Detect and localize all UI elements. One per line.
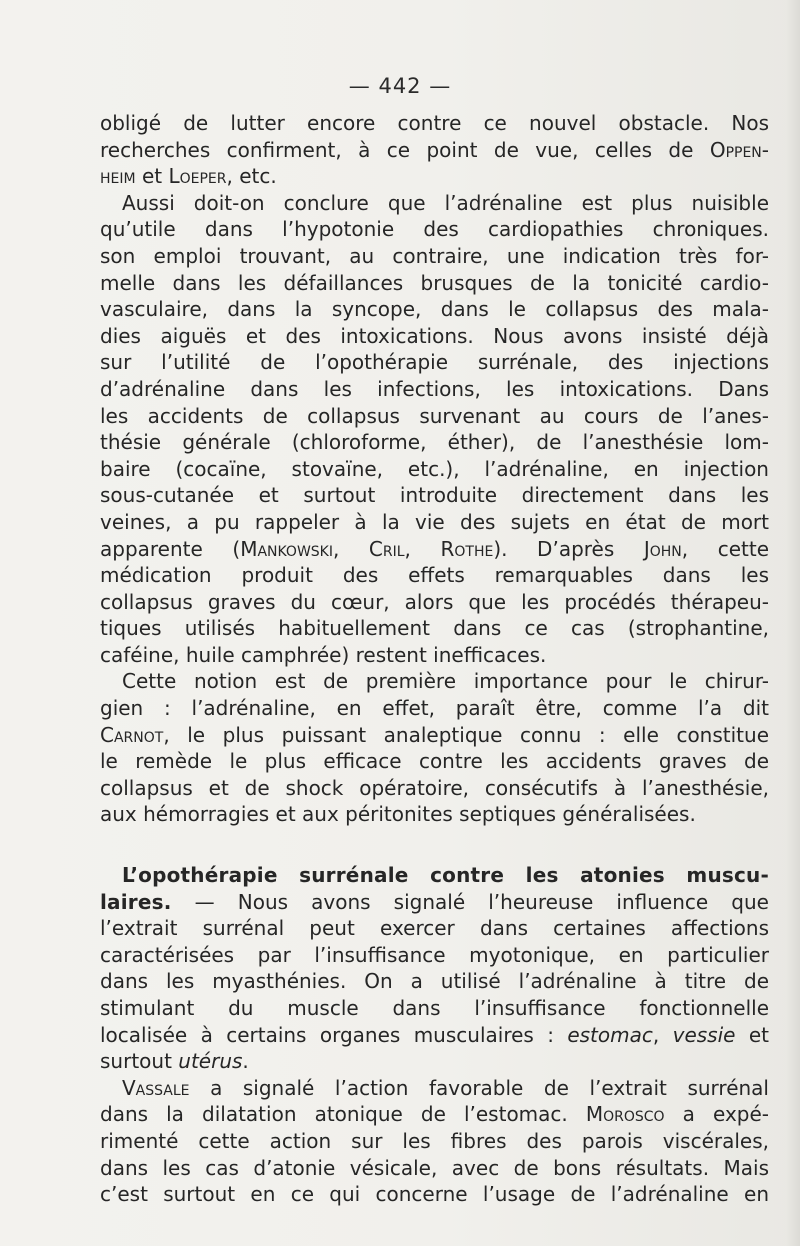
text-line: baire (cocaïne, stovaïne, etc.), l’adrénaline, en injection [100, 456, 769, 481]
text-line: veines, a pu rappeler à la vie des sujets en état de mort [100, 509, 769, 534]
text-line: Cette notion est de première importance pour le chirur- [122, 669, 769, 694]
text-line: qu’utile dans l’hypotonie des cardiopathies chroniques. [100, 217, 769, 242]
text-line: l’extrait surrénal peut exercer dans certaines affections [100, 916, 769, 941]
text-line: Vassale a signalé l’action favorable de l’extrait surrénal [122, 1075, 769, 1100]
text-line: caféine, huile camphrée) restent inefficaces. [100, 642, 547, 667]
text-line: localisée à certains organes musculaires : estomac, vessie et [100, 1022, 769, 1047]
text-line: heim et Loeper, etc. [100, 164, 277, 189]
text-line: collapsus graves du cœur, alors que les procédés thérapeu- [100, 589, 769, 614]
author-name: Loeper [168, 164, 227, 189]
page-number: — 442 — [348, 74, 452, 98]
text-line: dans les myasthénies. On a utilisé l’adrénaline à titre de [100, 969, 769, 994]
section-heading-end: laires. [100, 889, 172, 914]
organ-term: estomac [567, 1022, 653, 1047]
text-line: tiques utilisés habituellement dans ce cas (strophantine, [100, 616, 769, 641]
text-line: dies aiguës et des intoxications. Nous avons insisté déjà [100, 323, 769, 348]
text-line: recherches confirment, à ce point de vue, celles de Oppen- [100, 137, 769, 162]
text-line: Aussi doit-on conclure que l’adrénaline est plus nuisible [122, 190, 769, 215]
text-line: le remède le plus efficace contre les accidents graves de [100, 749, 769, 774]
text-line: son emploi trouvant, au contraire, une indication très for- [100, 243, 769, 268]
author-name: John [643, 536, 682, 561]
text-line: aux hémorragies et aux péritonites septiques généralisées. [100, 802, 696, 827]
author-name: Oppen- [709, 137, 769, 162]
text-line: caractérisées par l’insuffisance myotonique, en particulier [100, 942, 769, 967]
text-line: gien : l’adrénaline, en effet, paraît être, comme l’a dit [100, 696, 769, 721]
section-heading: L’opothérapie surrénale contre les atonies muscu- [122, 863, 769, 888]
text-line: sous-cutanée et surtout introduite directement dans les [100, 483, 769, 508]
text-line: thésie générale (chloroforme, éther), de l’anesthésie lom- [100, 430, 769, 455]
author-name: Carnot [100, 722, 164, 747]
text-line: rimenté cette action sur les fibres des parois viscérales, [100, 1128, 769, 1153]
author-name: Mankowski [240, 536, 333, 561]
organ-term: utérus [178, 1049, 243, 1074]
text-line: laires. — Nous avons signalé l’heureuse influence que [100, 889, 769, 914]
text-line: d’adrénaline dans les infections, les intoxications. Dans [100, 376, 769, 401]
author-name: heim [100, 164, 136, 189]
page-edge-shadow [786, 0, 800, 1246]
section-gap [100, 828, 769, 862]
text-line: c’est surtout en ce qui concerne l’usage de l’adrénaline en [100, 1182, 769, 1207]
text-line: surtout utérus. [100, 1049, 249, 1074]
author-name: Rothe [440, 536, 494, 561]
author-name: Vassale [122, 1075, 190, 1100]
author-name: Cril [368, 536, 405, 561]
organ-term: vessie [672, 1022, 736, 1047]
text-line: melle dans les défaillances brusques de la tonicité cardio- [100, 270, 769, 295]
author-name: Morosco [585, 1102, 665, 1127]
text-line: sur l’utilité de l’opothérapie surrénale, des injections [100, 350, 769, 375]
text-line: dans les cas d’atonie vésicale, avec de bons résultats. Mais [100, 1155, 769, 1180]
text-line: Carnot, le plus puissant analeptique connu : elle constitue [100, 722, 769, 747]
text-line: obligé de lutter encore contre ce nouvel obstacle. Nos [100, 111, 769, 135]
body-text [100, 110, 769, 1208]
text-line: apparente (Mankowski, Cril, Rothe). D’après John, cette [100, 536, 770, 561]
text-line: dans la dilatation atonique de l’estomac. Morosco a expé- [100, 1102, 769, 1127]
text-line: les accidents de collapsus survenant au cours de l’anes- [100, 403, 769, 428]
text-line: stimulant du muscle dans l’insuffisance fonctionnelle [100, 996, 769, 1020]
text-line: collapsus et de shock opératoire, consécutifs à l’anesthésie, [100, 775, 769, 800]
text-line: médication produit des effets remarquables dans les [100, 563, 769, 588]
text-line: vasculaire, dans la syncope, dans le collapsus des mala- [100, 297, 769, 322]
